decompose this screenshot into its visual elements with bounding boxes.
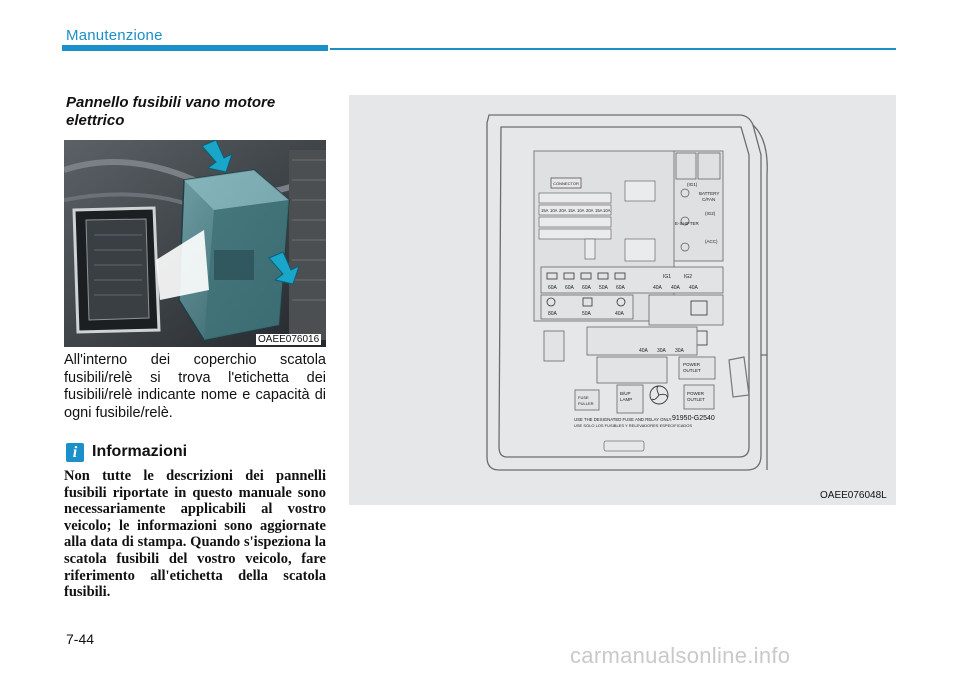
svg-text:OUTLET: OUTLET — [687, 397, 705, 402]
fuse-40a-3: 40A — [689, 285, 698, 291]
small-fuse-2: 10A — [550, 208, 558, 213]
small-fuse-6: 20A — [586, 208, 594, 213]
fuse-80a: 80A — [548, 311, 557, 317]
small-fuse-1: 15A — [541, 208, 549, 213]
connector-label: CONNECTOR — [553, 181, 579, 186]
fuse-box-diagram — [349, 95, 896, 505]
photo-reference-code: OAEE076016 — [258, 334, 320, 345]
relay-eshifter: E-SHIFTER — [675, 221, 699, 226]
relay-acc: (ACC) — [705, 239, 718, 244]
fuse-60a-4: 60A — [616, 285, 625, 291]
relay-cfan: C/FAN — [702, 197, 716, 202]
panel-description: All'interno dei coperchio scatola fusibili/relè si trova l'etichetta dei fusibili/relè indicante nome e capacità di ogni fusibile/relè. — [64, 352, 326, 421]
svg-text:PULLER: PULLER — [578, 401, 594, 406]
fan-icon — [650, 386, 668, 404]
part-number: 91950-G2540 — [672, 415, 715, 422]
panel-heading: Pannello fusibili vano motore elettrico — [66, 94, 276, 129]
info-title: Informazioni — [92, 443, 188, 460]
engine-bay-illustration — [64, 140, 326, 347]
relay-ig1: (IG1) — [687, 182, 698, 187]
fuse-40a-2: 40A — [671, 285, 680, 291]
info-icon: i — [66, 443, 84, 462]
fuse-40a-1: 40A — [653, 285, 662, 291]
relay-power-outlet-1: POWER — [683, 362, 701, 367]
info-text: Non tutte le descrizioni dei pannelli fusibili riportate in questo manuale sono necessariamente applicabili al vostro veicolo; le informazioni sono aggiornate alla data di stampa. Quando s'ispeziona la scatola fusibili del vostro veicolo, fare riferimento all'etichetta della scatola fusibili. — [64, 468, 326, 601]
svg-text:LAMP: LAMP — [620, 397, 633, 402]
fuse-40a-5: 40A — [639, 348, 648, 354]
relay-battery: BATTERY — [699, 191, 720, 196]
svg-text:OUTLET: OUTLET — [683, 368, 701, 373]
small-fuse-7: 15A — [595, 208, 603, 213]
watermark: carmanualsonline.info — [570, 643, 791, 668]
relay-power-outlet-2: POWER — [687, 391, 705, 396]
fuse-50a-2: 50A — [582, 311, 591, 317]
fuse-60a-2: 60A — [565, 285, 574, 291]
fuse-60a-1: 60A — [548, 285, 557, 291]
warning-text-en: USE THE DESIGNATED FUSE AND RELAY ONLY. — [574, 417, 673, 422]
fuse-30a-2: 30A — [675, 348, 684, 354]
fuse-box-drawing — [349, 95, 896, 505]
fuse-30a-1: 30A — [657, 348, 666, 354]
header-rule-thick — [62, 45, 328, 51]
relay-ig2-short: IG2 — [684, 274, 693, 280]
fuse-puller-label: FUSE — [578, 395, 589, 400]
page-number: 7-44 — [66, 631, 95, 647]
warning-text-es: USE SOLO LOS FUSIBLES Y RELEVADORES ESPECIFICADOS — [574, 423, 693, 428]
fuse-60a-3: 60A — [582, 285, 591, 291]
header-rule-thin — [330, 48, 896, 50]
fuse-40a-4: 40A — [615, 311, 624, 317]
engine-bay-photo — [64, 140, 326, 347]
relay-ig2: (IG2) — [705, 211, 716, 216]
section-title: Manutenzione — [66, 27, 163, 44]
fuse-50a: 50A — [599, 285, 608, 291]
diagram-reference-code: OAEE076048L — [820, 490, 887, 501]
small-fuse-3: 20A — [559, 208, 567, 213]
relay-ig1-short: IG1 — [663, 274, 672, 280]
small-fuse-5: 10A — [577, 208, 585, 213]
small-fuse-8: 10A — [603, 208, 611, 213]
small-fuse-4: 15A — [568, 208, 576, 213]
bup-lamp-label: B/UP — [620, 391, 631, 396]
